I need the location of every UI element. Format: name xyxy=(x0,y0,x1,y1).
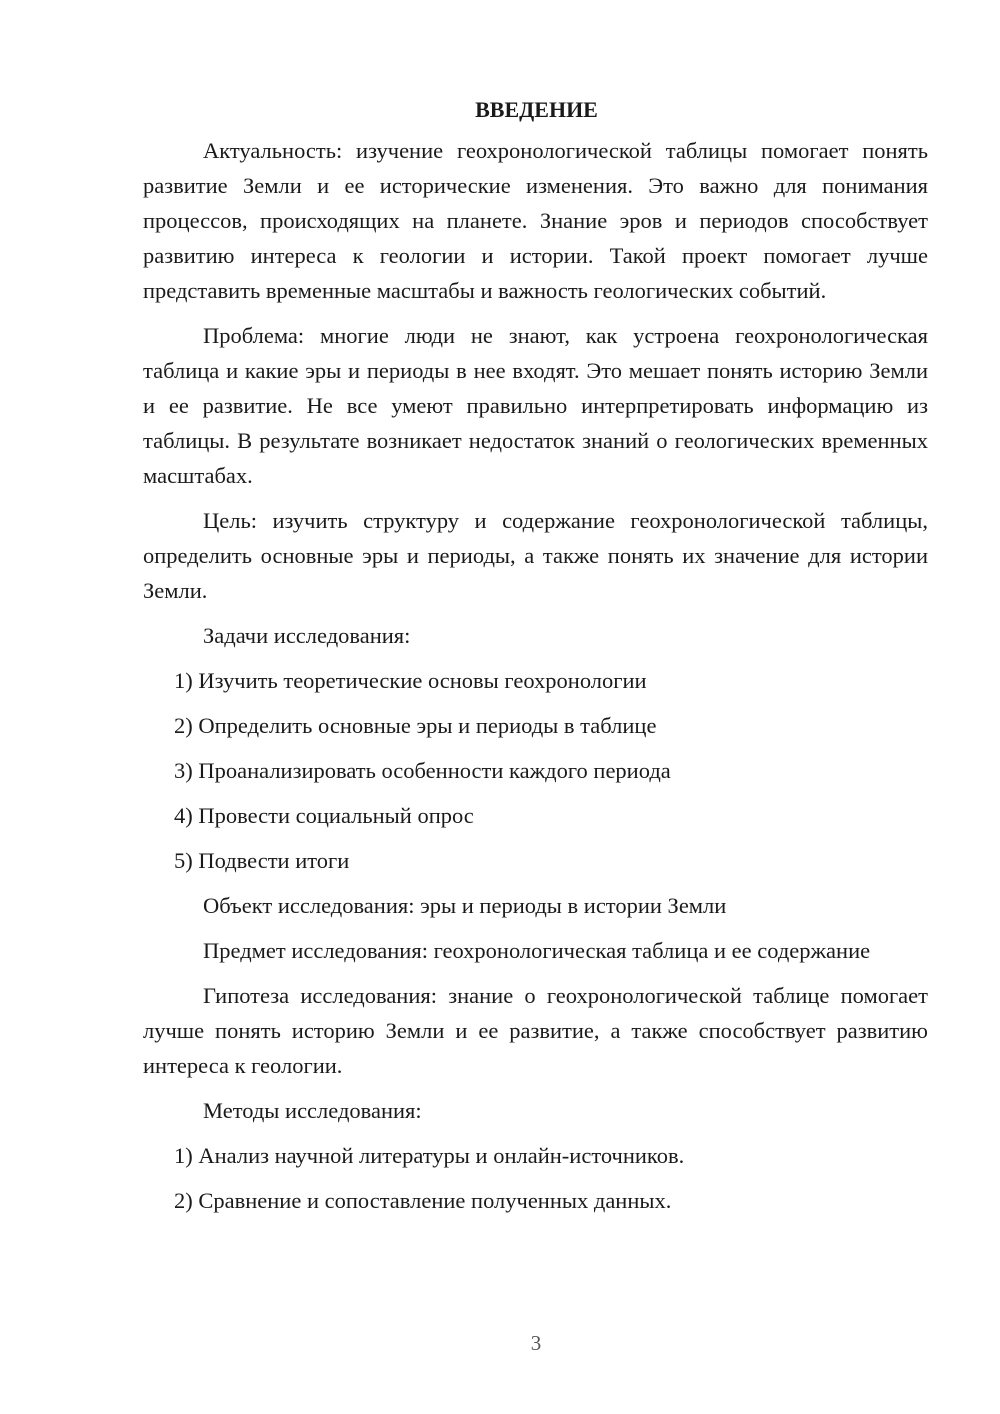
research-subject: Предмет исследования: геохронологическая таблица и ее содержание xyxy=(203,938,871,963)
goal-paragraph: Цель: изучить структуру и содержание геохронологической таблицы, определить основные эры и периоды, а также понять их значение для истории Земли. xyxy=(143,508,928,603)
relevance-paragraph: Актуальность: изучение геохронологической таблицы помогает понять развитие Земли и ее исторические изменения. Это важно для понимания процессов, происходящих на планете. Знание эров и периодов способствует развитию интереса к геологии и истории. Такой проект помогает лучше представить временные масштабы и важность геологических событий. xyxy=(143,138,928,303)
page-number: 3 xyxy=(530,1331,542,1355)
methods-list xyxy=(143,1138,928,1218)
page-title: ВВЕДЕНИЕ xyxy=(475,97,598,122)
tasks-heading: Задачи исследования: xyxy=(203,623,411,648)
methods-heading: Методы исследования: xyxy=(203,1098,422,1123)
task-item-5: 5) Подвести итоги xyxy=(174,848,350,873)
research-hypothesis: Гипотеза исследования: знание о геохронологической таблице помогает лучше понять историю Земли и ее развитие, а также способствует развитию интереса к геологии. xyxy=(143,983,928,1078)
task-item-1: 1) Изучить теоретические основы геохронологии xyxy=(174,668,647,693)
research-object: Объект исследования: эры и периоды в истории Земли xyxy=(203,893,727,918)
method-item-1: 1) Анализ научной литературы и онлайн-источников. xyxy=(174,1143,685,1168)
problem-paragraph: Проблема: многие люди не знают, как устроена геохронологическая таблица и какие эры и периоды в нее входят. Это мешает понять историю Земли и ее развитие. Не все умеют правильно интерпретировать информацию из таблицы. В результате возникает недостаток знаний о геологических временных масштабах. xyxy=(143,323,928,488)
task-item-4: 4) Провести социальный опрос xyxy=(174,803,474,828)
page-content xyxy=(143,92,928,1228)
task-item-2: 2) Определить основные эры и периоды в таблице xyxy=(174,713,657,738)
tasks-list xyxy=(143,663,928,878)
method-item-2: 2) Сравнение и сопоставление полученных данных. xyxy=(174,1188,672,1213)
task-item-3: 3) Проанализировать особенности каждого периода xyxy=(174,758,671,783)
